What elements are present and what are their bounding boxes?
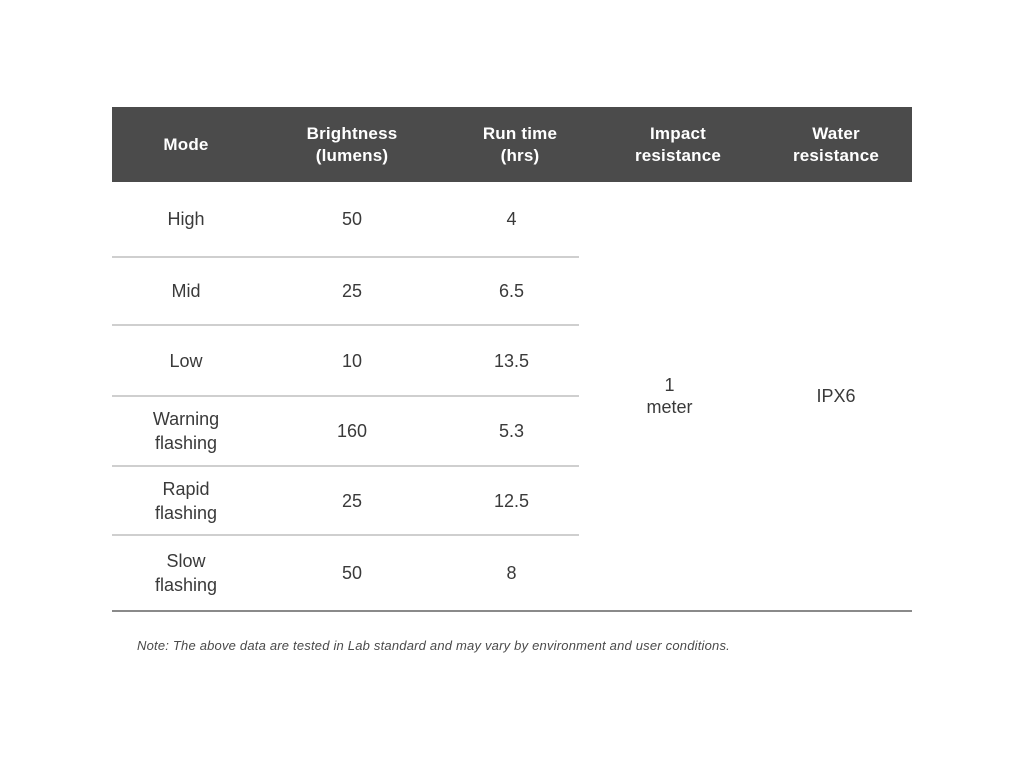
table-row	[112, 258, 579, 326]
mode-rows	[112, 182, 579, 610]
cell-run-time: 4	[506, 209, 517, 229]
cell-run-time: 5.3	[498, 421, 525, 441]
cell-brightness: 25	[341, 281, 363, 301]
table-row	[112, 326, 579, 397]
cell-mode: Low	[169, 350, 203, 371]
cell-brightness: 160	[336, 421, 368, 441]
spec-table	[112, 107, 912, 612]
cell-mode: High	[167, 209, 205, 229]
table-row	[112, 397, 579, 467]
cell-water-resistance: IPX6	[816, 386, 856, 406]
cell-mode: Warning flashing	[152, 409, 220, 453]
cell-run-time: 12.5	[493, 490, 530, 511]
cell-run-time: 8	[506, 563, 517, 583]
cell-impact-resistance: 1 meter	[646, 375, 693, 417]
table-row	[112, 536, 579, 610]
cell-brightness: 25	[341, 490, 363, 511]
table-body	[112, 182, 912, 612]
table-row	[112, 467, 579, 536]
footnote: Note: The above data are tested in Lab standard and may vary by environment and user conditions.	[137, 638, 730, 653]
cell-brightness: 50	[341, 209, 363, 229]
header-water-resistance: Water resistance	[792, 123, 880, 165]
cell-run-time: 13.5	[493, 350, 530, 371]
cell-brightness: 50	[341, 563, 363, 583]
cell-mode: Slow flashing	[154, 551, 218, 595]
table-header	[112, 107, 912, 182]
header-run-time: Run time (hrs)	[482, 123, 558, 165]
cell-mode: Rapid flashing	[154, 478, 218, 523]
header-brightness: Brightness (lumens)	[306, 123, 398, 165]
table-row	[112, 182, 579, 258]
header-impact-resistance: Impact resistance	[634, 123, 722, 165]
cell-mode: Mid	[171, 281, 201, 301]
header-mode: Mode	[163, 134, 209, 154]
cell-brightness: 10	[341, 350, 363, 371]
cell-run-time: 6.5	[498, 281, 525, 301]
